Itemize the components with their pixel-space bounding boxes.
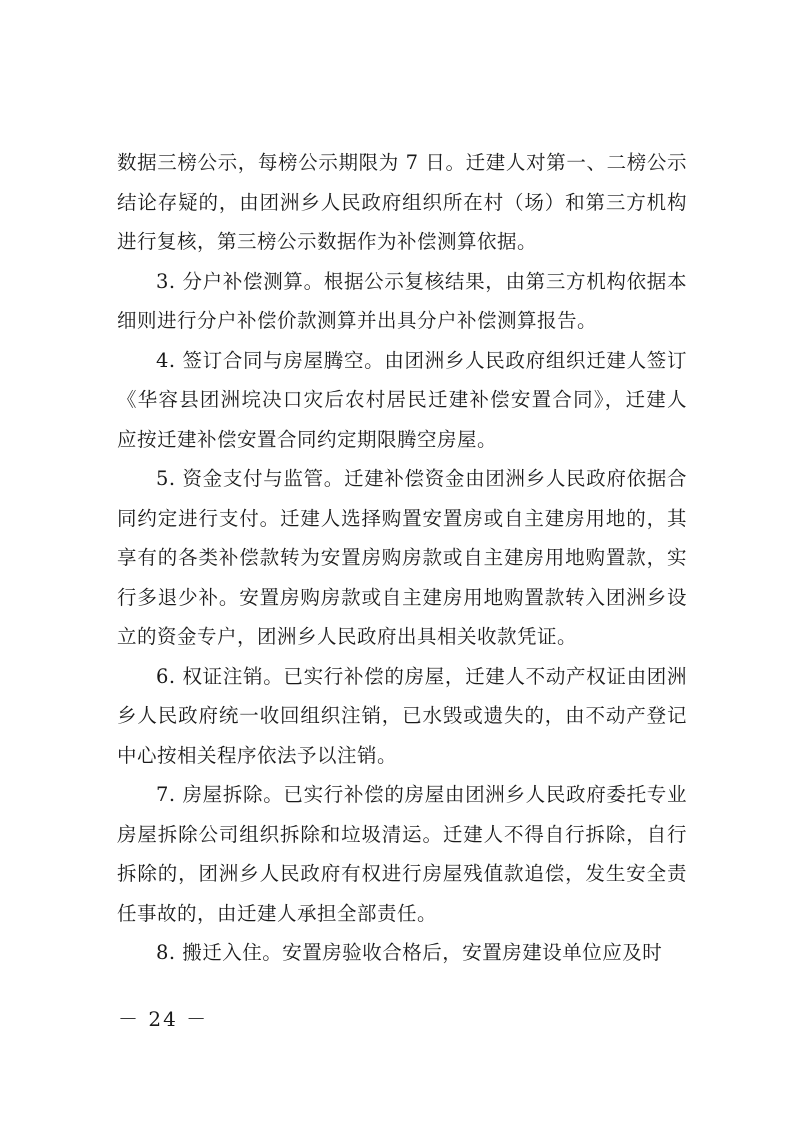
- paragraph-item-6: 6. 权证注销。已实行补偿的房屋，迁建人不动产权证由团洲乡人民政府统一收回组织注销，已水毁或遗失的，由不动产登记中心按相关程序依法予以注销。: [117, 664, 687, 767]
- paragraph-item-3: 3. 分户补偿测算。根据公示复核结果，由第三方机构依据本细则进行分户补偿价款测算并出具分户补偿测算报告。: [117, 269, 687, 332]
- paragraph-item-7: 7. 房屋拆除。已实行补偿的房屋由团洲乡人民政府委托专业房屋拆除公司组织拆除和垃圾清运。迁建人不得自行拆除，自行拆除的，团洲乡人民政府有权进行房屋残值款追偿，发生安全责任事故的，由迁建人承担全部责任。: [117, 783, 687, 925]
- body-text: [117, 143, 687, 973]
- page-number: － 24 －: [118, 1007, 209, 1031]
- paragraph-continued: 数据三榜公示，每榜公示期限为 7 日。迁建人对第一、二榜公示结论存疑的，由团洲乡人民政府组织所在村（场）和第三方机构进行复核，第三榜公示数据作为补偿测算依据。: [117, 151, 687, 253]
- paragraph-item-8: 8. 搬迁入住。安置房验收合格后，安置房建设单位应及时: [156, 941, 663, 964]
- paragraph-item-4: 4. 签订合同与房屋腾空。由团洲乡人民政府组织迁建人签订《华容县团洲垸决口灾后农村居民迁建补偿安置合同》，迁建人应按迁建补偿安置合同约定期限腾空房屋。: [117, 348, 687, 451]
- paragraph-item-5: 5. 资金支付与监管。迁建补偿资金由团洲乡人民政府依据合同约定进行支付。迁建人选择购置安置房或自主建房用地的，其享有的各类补偿款转为安置房购房款或自主建房用地购置款，实行多退少补。安置房购房款或自主建房用地购置款转入团洲乡设立的资金专户，团洲乡人民政府出具相关收款凭证。: [117, 467, 687, 648]
